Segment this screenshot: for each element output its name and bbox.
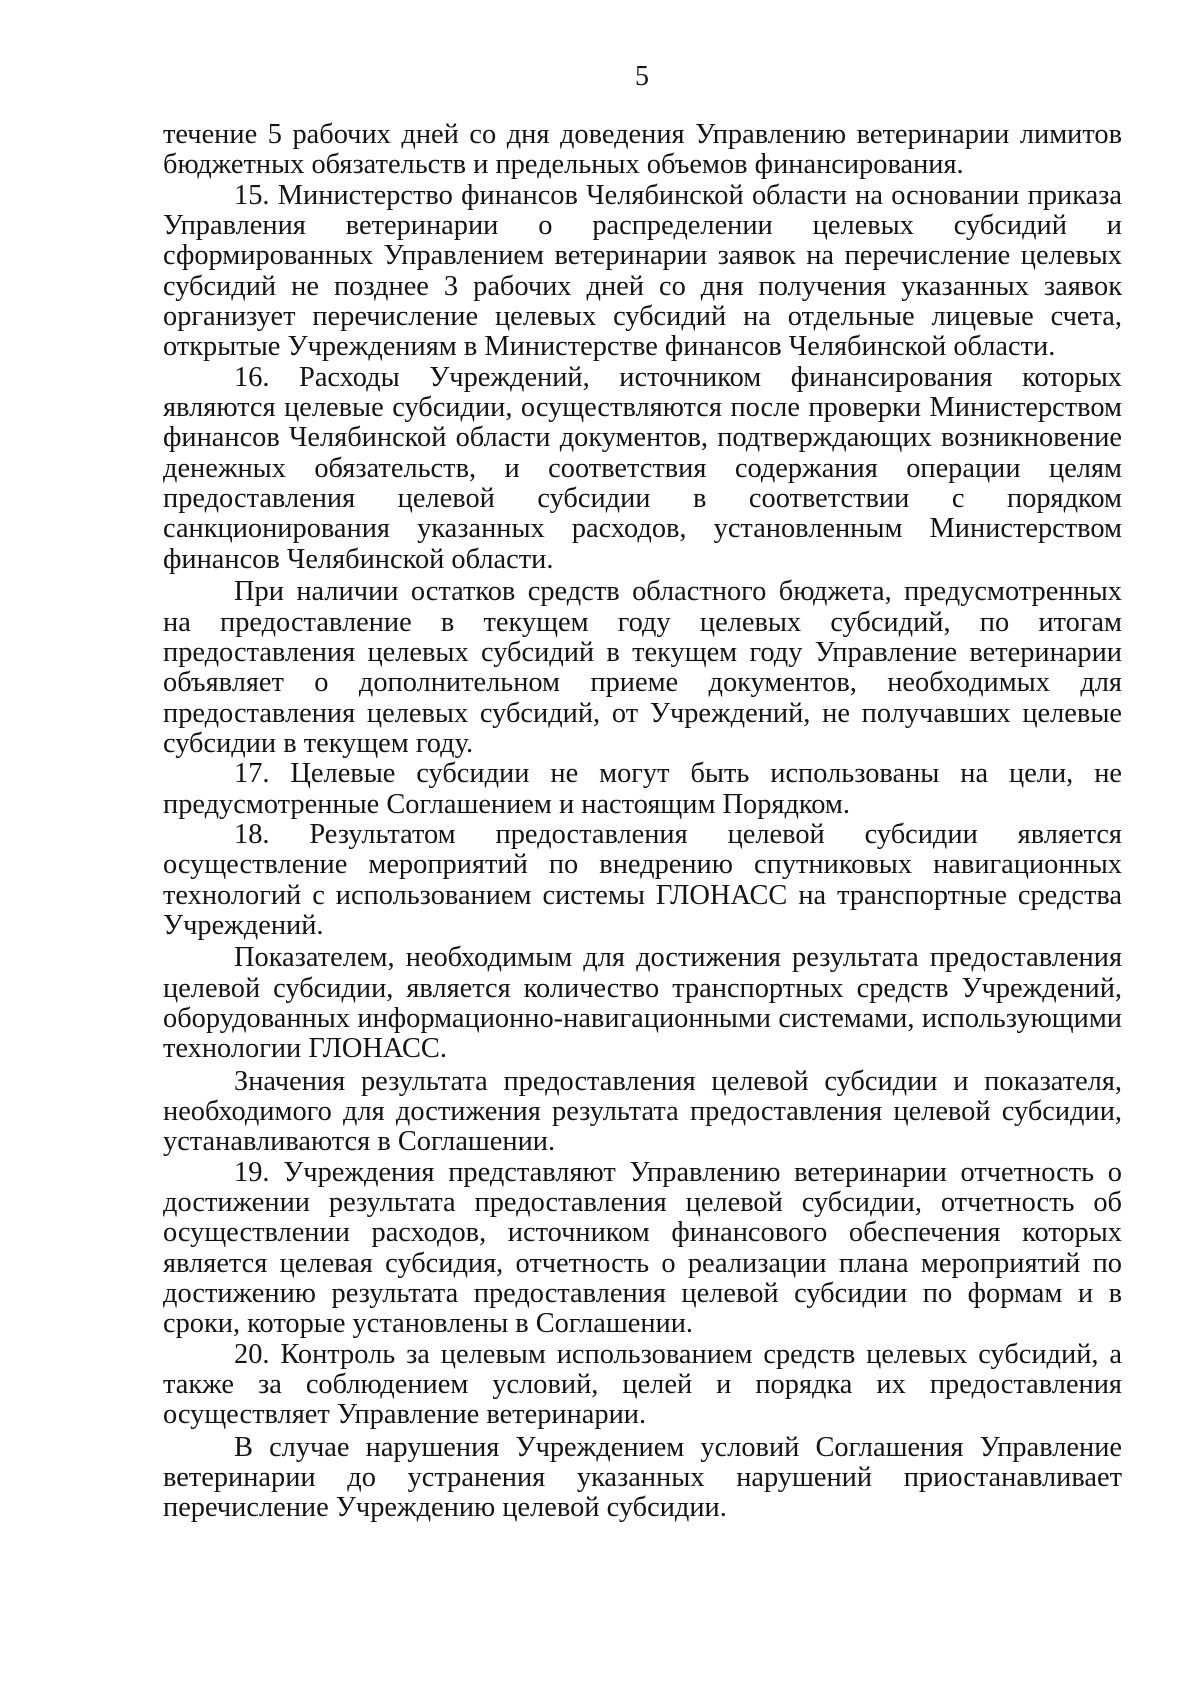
paragraph-18-values: Значения результата предоставления целевой субсидии и показателя, необходимого для достижения результата предоставления целевой субсидии, устанавливаются в Соглашении.: [163, 1065, 1122, 1158]
paragraph-18-indicator: Показателем, необходимым для достижения результата предоставления целевой субсидии, является количество транспортных средств Учреждений, оборудованных информационно-навигационными системами, использующими технологии ГЛОНАСС.: [163, 942, 1122, 1065]
paragraph-15: 15. Министерство финансов Челябинской области на основании приказа Управления ветеринарии о распределении целевых субсидий и сформированных Управлением ветеринарии заявок на перечисление целевых субсидий не позднее 3 рабочих дней со дня получения указанных заявок организует перечисление целевых субсидий на отдельные лицевые счета, открытые Учреждениям в Министерстве финансов Челябинской области.: [163, 179, 1122, 363]
paragraph-17: 17. Целевые субсидии не могут быть использованы на цели, не предусмотренные Соглашением и настоящим Порядком.: [163, 758, 1122, 820]
document-body: [163, 120, 1122, 1524]
page-number: 5: [635, 61, 649, 92]
paragraph-continuation: течение 5 рабочих дней со дня доведения Управлению ветеринарии лимитов бюджетных обязательств и предельных объемов финансирования.: [163, 119, 1122, 181]
paragraph-20: 20. Контроль за целевым использованием средств целевых субсидий, а также за соблюдением условий, целей и порядка их предоставления осуществляет Управление ветеринарии.: [163, 1338, 1122, 1431]
paragraph-16: 16. Расходы Учреждений, источником финансирования которых являются целевые субсидии, осуществляются после проверки Министерством финансов Челябинской области документов, подтверждающих возникновение денежных обязательств, и соответствия содержания операции целям предоставления целевой субсидии в соответствии с порядком санкционирования указанных расходов, установленным Министерством финансов Челябинской области.: [163, 361, 1122, 575]
paragraph-16-remaining-funds: При наличии остатков средств областного бюджета, предусмотренных на предоставление в текущем году целевых субсидий, по итогам предоставления целевых субсидий в текущем году Управление ветеринарии объявляет о дополнительном приеме документов, необходимых для предоставления целевых субсидий, от Учреждений, не получавших целевые субсидии в текущем году.: [163, 576, 1122, 759]
paragraph-18: 18. Результатом предоставления целевой субсидии является осуществление мероприятий по внедрению спутниковых навигационных технологий с использованием системы ГЛОНАСС на транспортные средства Учреждений.: [163, 818, 1122, 941]
paragraph-20-violation: В случае нарушения Учреждением условий Соглашения Управление ветеринарии до устранения указанных нарушений приостанавливает перечисление Учреждению целевой субсидии.: [163, 1431, 1122, 1524]
paragraph-19: 19. Учреждения представляют Управлению ветеринарии отчетность о достижении результата предоставления целевой субсидии, отчетность об осуществлении расходов, источником финансового обеспечения которых является целевая субсидия, отчетность о реализации плана мероприятий по достижению результата предоставления целевой субсидии по формам и в сроки, которые установлены в Соглашении.: [163, 1156, 1122, 1340]
